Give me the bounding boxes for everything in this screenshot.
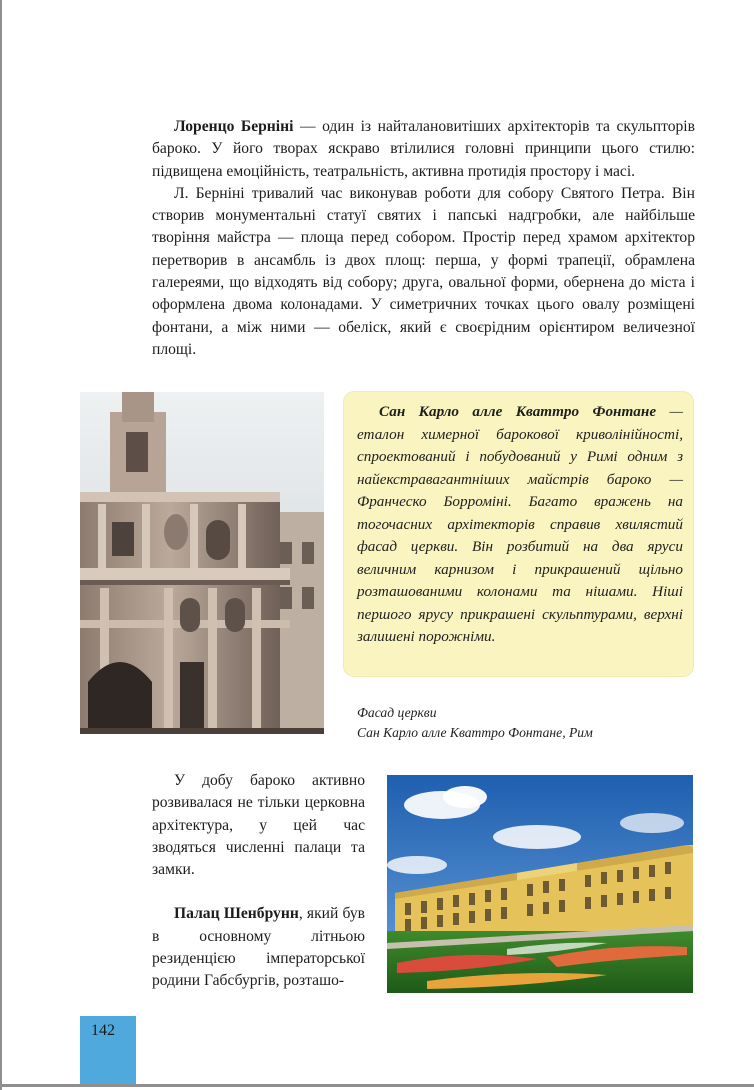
schonbrunn-palace-photo xyxy=(387,775,693,993)
schonbrunn-paragraph xyxy=(152,903,365,992)
bernini-name: Лоренцо Берніні xyxy=(174,118,294,135)
page-bottom-border xyxy=(0,1084,754,1087)
palace-text xyxy=(152,770,365,993)
church-facade-illustration xyxy=(80,392,324,734)
page-number-tab xyxy=(80,1016,136,1084)
caption-line-1: Фасад церкви xyxy=(357,705,437,720)
san-carlo-callout xyxy=(344,392,693,676)
schonbrunn-name: Палац Шенбрунн xyxy=(174,905,299,923)
baroque-palaces-paragraph: У добу бароко активно розвивалася не тільки церковна архітектура, у цей час зводяться численні палаци та замки. xyxy=(152,772,365,879)
bernini-description: — один із найталановитіших архітекторів та скульпторів бароко. У його творах яскраво втілилися головні принципи цього стилю: підвищена емоційність, театральність, активна протидія простору і масі. xyxy=(152,118,695,180)
page-number: 142 xyxy=(91,1022,115,1039)
st-peter-paragraph: Л. Берніні тривалий час виконував роботи для собору Святого Петра. Він створив монументальні статуї святих і папські надгробки, але найбільше творіння майстра — площа перед собором. Простір перед храмом архітектор перетворив в ансамбль із двох площ: перша, у формі трапеції, обрамлена галереями, що відходять від собору; друга, овальної форми, обернена до міста і оформлена двома колонадами. У симетричних точках цього овалу розміщені фонтани, а між ними — обеліск, який є своєрідним орієнтиром величезної площі. xyxy=(152,184,695,358)
callout-text: — еталон химерної барокової криволінійності, спроектований і побудований у Римі одним з найекстравагантніших майстрів бароко — Франческо Борроміні. Багато вражень на тогочасних архітекторів справив хвилястий фасад церкви. Він розбитий на два яруси величним карнизом і прикрашений щільно розташованими колонами та нішами. Ніші першого ярусу прикрашені скульптурами, верхні залишені порожніми. xyxy=(357,403,683,645)
callout-paragraph xyxy=(357,401,683,649)
callout-title: Сан Карло алле Кваттро Фонтане xyxy=(379,403,657,420)
schonbrunn-palace-illustration xyxy=(387,775,693,993)
church-photo xyxy=(80,392,324,734)
schonbrunn-text: , який був в основному літньою резиденцією імператорської родини Габсбургів, розташо- xyxy=(152,905,365,990)
church-caption xyxy=(357,703,593,743)
caption-line-2: Сан Карло алле Кваттро Фонтане, Рим xyxy=(357,725,593,740)
bernini-paragraph xyxy=(152,116,695,183)
main-text xyxy=(152,116,695,361)
page-left-border xyxy=(0,0,2,1090)
